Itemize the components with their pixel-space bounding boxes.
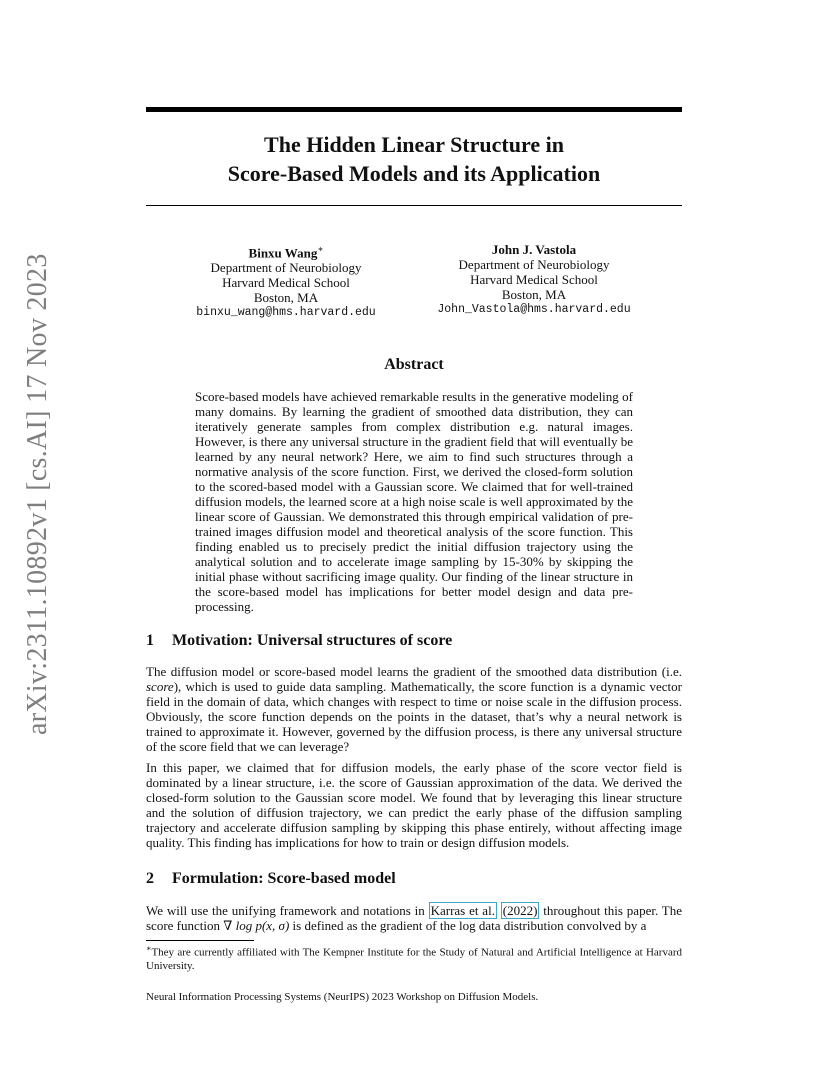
footnote [146, 942, 682, 973]
author-email: John_Vastola@hms.harvard.edu [437, 303, 631, 316]
abstract-heading: Abstract [384, 356, 444, 373]
title-line-2: Score-Based Models and its Application [227, 161, 601, 186]
paper-title [146, 130, 682, 188]
footnote-text: They are currently affiliated with The Kempner Institute for the Study of Natural and Artificial Intelligence at Harvard University. [146, 946, 682, 972]
text-run: ), which is used to guide data sampling. Mathematically, the score function is a dynamic vector field in the domain of data, which changes with respect to time or noise scale in the diffusion process. Obviously, the score function depends on the points in the dataset, that’s why a neural network is trained to approximate it. However, governed by the diffusion process, is there any universal structure of the score field that we can leverage? [146, 679, 682, 754]
section-title: Motivation: Universal structures of score [172, 632, 453, 649]
emphasis: score [146, 679, 174, 694]
title-rule-bottom [146, 205, 682, 206]
venue-note: Neural Information Processing Systems (NeurIPS) 2023 Workshop on Diffusion Models. [146, 991, 539, 1003]
paragraph-text: In this paper, we claimed that for diffusion models, the early phase of the score vector field is dominated by a linear structure, i.e. the score of Gaussian approximation of the data. We derived the closed-form solution to the Gaussian score model. We found that by leveraging this linear structure and the solution of diffusion trajectory, we can predict the early phase of the diffusion sampling trajectory and accelerate diffusion sampling by skipping this phase entirely, without affecting image quality. This finding has implications for how to train or design diffusion models. [146, 760, 682, 850]
author-school: Harvard Medical School [222, 275, 350, 291]
citation-link-year[interactable]: (2022) [502, 903, 538, 918]
section-1-paragraph-1 [146, 664, 682, 754]
footnote-rule [146, 940, 254, 941]
section-number: 1 [146, 632, 154, 649]
section-number: 2 [146, 870, 154, 887]
arxiv-stamp: arXiv:2311.10892v1 [cs.AI] 17 Nov 2023 [22, 253, 53, 735]
text-run: is defined as the gradient of the log data distribution convolved by a [289, 918, 647, 933]
author-name: John J. Vastola [491, 242, 577, 257]
author-dept: Department of Neurobiology [210, 260, 362, 276]
section-title: Formulation: Score-based model [172, 870, 396, 887]
author-block-2 [419, 242, 649, 317]
author-city: Boston, MA [253, 290, 319, 306]
text-run: We will use the unifying framework and notations in [146, 903, 429, 918]
text-run: The diffusion model or score-based model learns the gradient of the smoothed data distribution (i.e. [146, 664, 682, 679]
title-rule-top [146, 107, 682, 112]
author-name: Binxu Wang [248, 245, 318, 261]
author-footnote-mark: ∗ [317, 244, 324, 254]
section-2-paragraph [146, 903, 682, 933]
author-city: Boston, MA [501, 287, 567, 302]
section-1-paragraph-2 [146, 760, 682, 850]
section-2-heading [146, 870, 396, 888]
author-school: Harvard Medical School [470, 272, 598, 287]
math-expression: ∇ log p(x, σ) [223, 918, 290, 933]
footnote-mark: ∗ [146, 944, 152, 953]
citation-link-author[interactable]: Karras et al. [430, 903, 495, 918]
section-1-heading [146, 632, 452, 650]
abstract-body: Score-based models have achieved remarkable results in the generative modeling of many domains. By learning the gradient of smoothed data distribution, they can iteratively generate samples from complex distribution e.g. natural images. However, is there any universal structure in the gradient field that will eventually be learned by any neural network? Here, we aim to find such structures through a normative analysis of the score function. First, we derived the closed-form solution to the scored-based model with a Gaussian score. We claimed that for well-trained diffusion models, the learned score at a high noise scale is well approximated by the linear score of Gaussian. We demonstrated this through empirical validation of pre-trained images diffusion model and theoretical analysis of the score function. This finding enabled us to precisely predict the initial diffusion trajectory using the analytical solution and to accelerate image sampling by 15-30% by skipping the initial phase without sacrificing image quality. Our finding of the linear structure in the score-based model has implications for better model design and data pre-processing. [195, 389, 633, 614]
text-run: throughout this paper. The score function [146, 903, 683, 933]
title-line-1: The Hidden Linear Structure in [264, 132, 564, 157]
author-email: binxu_wang@hms.harvard.edu [196, 306, 376, 320]
author-dept: Department of Neurobiology [458, 257, 610, 272]
author-block-1 [171, 242, 401, 320]
